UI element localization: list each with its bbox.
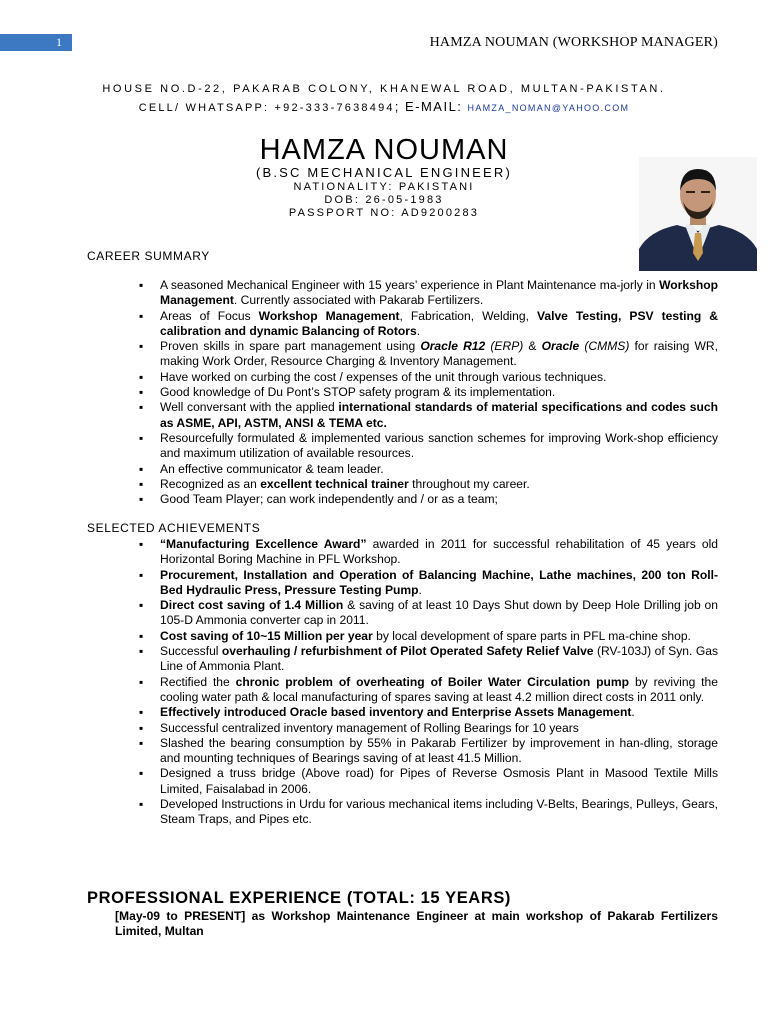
career-summary-heading: CAREER SUMMARY: [87, 249, 210, 263]
summary-list-item: ▪ Good knowledge of Du Pont’s STOP safety program & its implementation.: [136, 385, 718, 400]
running-header-title: HAMZA NOUMAN (WORKSHOP MANAGER): [429, 35, 718, 50]
achievement-list-item: ▪ Procurement, Installation and Operation of Balancing Machine, Lathe machines, 200 ton Roll-Bed Hydraulic Press, Pressure Testing Pump.: [136, 568, 718, 599]
summary-list-item: ▪ Areas of Focus Workshop Management, Fabrication, Welding, Valve Testing, PSV testing & calibration and dynamic Balancing of Rotors.: [136, 309, 718, 340]
achievement-list-item: ▪ “Manufacturing Excellence Award” awarded in 2011 for successful rehabilitation of 45 years old Horizontal Boring Machine in PFL Workshop.: [136, 537, 718, 568]
achievement-list-item: ▪ Designed a truss bridge (Above road) for Pipes of Reverse Osmosis Plant in Masood Textile Mills Limited, Faisalabad in 2006.: [136, 766, 718, 797]
achievement-list-item: ▪ Effectively introduced Oracle based inventory and Enterprise Assets Management.: [136, 705, 718, 720]
passport-text: PASSPORT NO: AD9200283: [288, 207, 480, 219]
email-label: E-MAIL:: [399, 99, 468, 114]
summary-list-item: ▪ Proven skills in spare part management using Oracle R12 (ERP) & Oracle (CMMS) for raising WR, making Work Order, Resource Charging & Inventory Management.: [136, 339, 718, 370]
professional-experience-heading: PROFESSIONAL EXPERIENCE (TOTAL: 15 YEARS): [87, 889, 512, 907]
dob-text: DOB: 26-05-1983: [324, 194, 444, 206]
achievement-list-item: ▪ Slashed the bearing consumption by 55% in Pakarab Fertilizer by improvement in han-dling, storage and mounting techniques of Bearings saving of at least 41.5 Million.: [136, 736, 718, 767]
nationality-text: NATIONALITY: PAKISTANI: [293, 181, 475, 193]
achievements-heading: SELECTED ACHIEVEMENTS: [87, 521, 261, 535]
degree-text: (B.SC MECHANICAL ENGINEER): [255, 165, 513, 180]
achievement-list-item: ▪ Successful overhauling / refurbishment of Pilot Operated Safety Relief Valve (RV-103J) of Syn. Gas Line of Ammonia Plant.: [136, 644, 718, 675]
address-line: HOUSE NO.D-22, PAKARAB COLONY, KHANEWAL ROAD, MULTAN-PAKISTAN.: [102, 83, 666, 95]
contact-line: [0, 99, 768, 114]
summary-list-item: ▪ Resourcefully formulated & implemented various sanction schemes for improving Work-shop efficiency and maximum utilization of available resources.: [136, 431, 718, 462]
email-link[interactable]: HAMZA_NOMAN@YAHOO.COM: [467, 103, 630, 113]
phone-text: CELL/ WHATSAPP: +92-333-7638494: [138, 102, 395, 114]
achievement-list-item: ▪ Successful centralized inventory management of Rolling Bearings for 10 years: [136, 721, 718, 736]
summary-list-item: ▪ Recognized as an excellent technical trainer throughout my career.: [136, 477, 718, 492]
candidate-name: HAMZA NOUMAN: [259, 134, 509, 166]
achievements-list: [136, 537, 718, 828]
summary-list-item: ▪ A seasoned Mechanical Engineer with 15 years’ experience in Plant Maintenance ma-jorly in Workshop Management. Currently associated with Pakarab Fertilizers.: [136, 278, 718, 309]
summary-list-item: ▪ Good Team Player; can work independently and / or as a team;: [136, 492, 718, 507]
page-number: 1: [56, 35, 62, 49]
achievement-list-item: ▪ Direct cost saving of 1.4 Million & saving of at least 10 Days Shut down by Deep Hole Drilling job on 105-D Ammonia converter cap in 2011.: [136, 598, 718, 629]
profile-photo: [639, 157, 757, 271]
career-summary-list: [136, 278, 718, 507]
achievement-list-item: ▪ Cost saving of 10~15 Million per year by local development of spare parts in PFL ma-chine shop.: [136, 629, 718, 644]
achievement-list-item: ▪ Rectified the chronic problem of overheating of Boiler Water Circulation pump by reviving the cooling water path & local manufacturing of spares saving at least 4.2 million direct costs in 2011 only.: [136, 675, 718, 706]
summary-list-item: ▪ Have worked on curbing the cost / expenses of the unit through various techniques.: [136, 370, 718, 385]
summary-list-item: ▪ Well conversant with the applied international standards of material specifications and codes such as ASME, API, ASTM, ANSI & TEMA etc.: [136, 400, 718, 431]
separator-text: ;: [394, 99, 400, 114]
summary-list-item: ▪ An effective communicator & team leader.: [136, 462, 718, 477]
experience-entry: [May-09 to PRESENT] as Workshop Maintenance Engineer at main workshop of Pakarab Fertilizers Limited, Multan: [115, 909, 718, 939]
person-portrait-icon: [639, 157, 757, 271]
achievement-list-item: ▪ Developed Instructions in Urdu for various mechanical items including V-Belts, Bearings, Pulleys, Gears, Steam Traps, and Pipes etc.: [136, 797, 718, 828]
